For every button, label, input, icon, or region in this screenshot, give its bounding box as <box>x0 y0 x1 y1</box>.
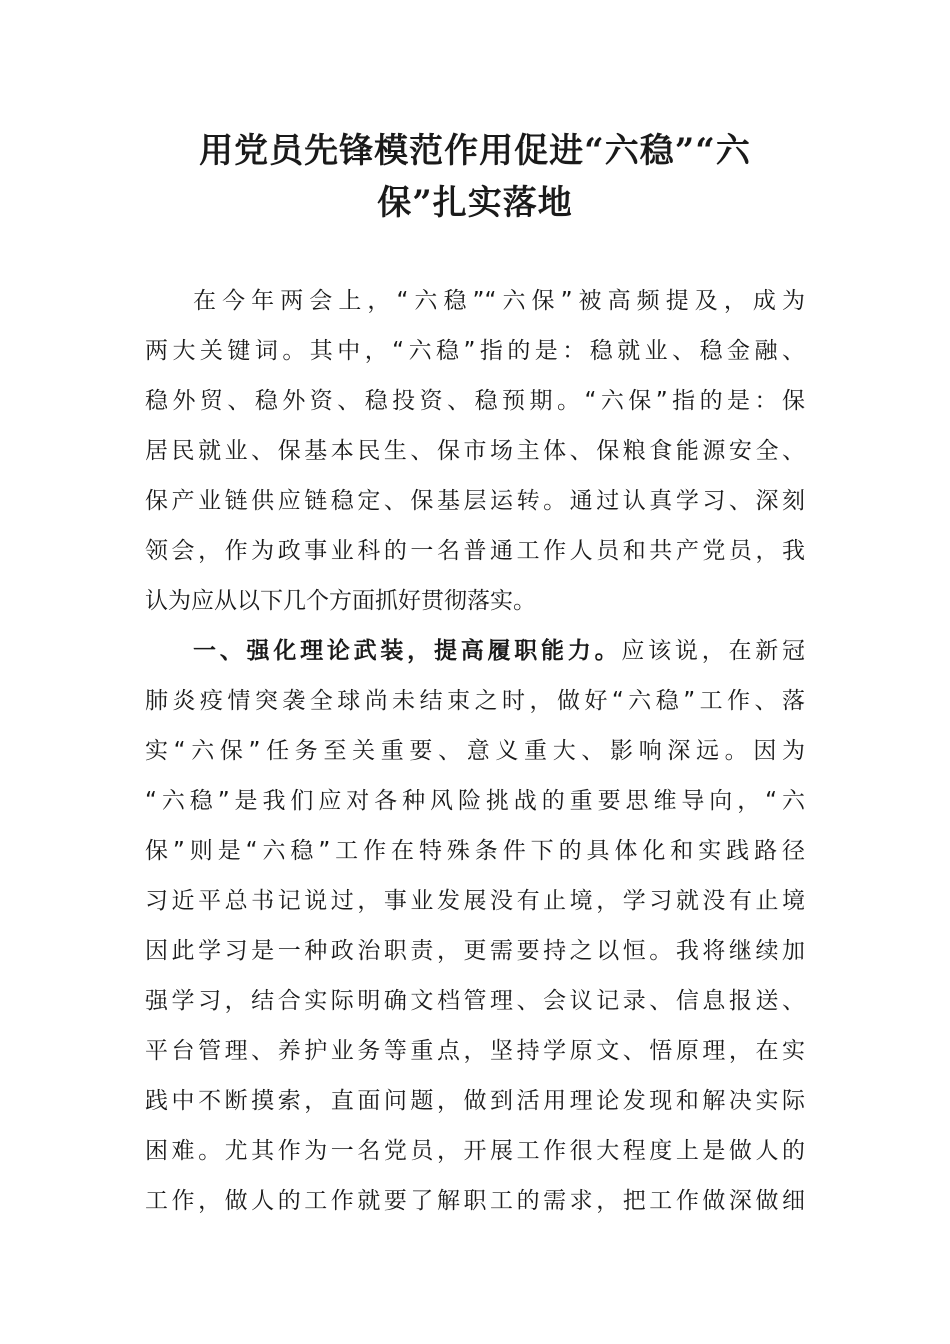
section-1-first-text: 应该说，在新冠 <box>621 638 806 664</box>
body-line: 强学习，结合实际明确文档管理、会议记录、信息报送、 <box>145 988 805 1014</box>
body-line: 习近平总书记说过，事业发展没有止境，学习就没有止境 <box>145 888 805 914</box>
document-body <box>145 276 805 1226</box>
document-title <box>145 125 805 229</box>
body-line: 平台管理、养护业务等重点，坚持学原文、悟原理，在实 <box>145 1038 805 1064</box>
body-line: 保”则是“六稳”工作在特殊条件下的具体化和实践路径 <box>145 838 805 864</box>
body-line: 践中不断摸索，直面问题，做到活用理论发现和解决实际 <box>145 1088 805 1114</box>
body-line: 肺炎疫情突袭全球尚未结束之时，做好“六稳”工作、落 <box>145 688 805 714</box>
title-line-1: 用党员先锋模范作用促进“六稳”“六 <box>199 131 751 171</box>
body-line: 实“六保”任务至关重要、意义重大、影响深远。因为 <box>145 738 805 764</box>
body-line: 保产业链供应链稳定、保基层运转。通过认真学习、深刻 <box>145 488 805 514</box>
body-line: 两大关键词。其中，“六稳”指的是：稳就业、稳金融、 <box>145 338 805 364</box>
body-line: 居民就业、保基本民生、保市场主体、保粮食能源安全、 <box>145 438 805 464</box>
body-line: 认为应从以下几个方面抓好贯彻落实。 <box>145 588 536 614</box>
body-line: “六稳”是我们应对各种风险挑战的重要思维导向，“六 <box>145 788 805 814</box>
title-line-2: 保”扎实落地 <box>377 183 573 223</box>
body-line: 稳外贸、稳外资、稳投资、稳预期。“六保”指的是：保 <box>145 388 805 414</box>
body-line: 工作，做人的工作就要了解职工的需求，把工作做深做细 <box>145 1188 805 1214</box>
body-line: 领会，作为政事业科的一名普通工作人员和共产党员，我 <box>145 538 805 564</box>
section-1-first-line <box>145 626 805 676</box>
body-line: 困难。尤其作为一名党员，开展工作很大程度上是做人的 <box>145 1138 805 1164</box>
body-line: 在今年两会上，“六稳”“六保”被高频提及，成为 <box>193 288 805 314</box>
section-1-heading: 一、强化理论武装，提高履职能力。 <box>193 638 622 664</box>
body-line: 因此学习是一种政治职责，更需要持之以恒。我将继续加 <box>145 938 805 964</box>
